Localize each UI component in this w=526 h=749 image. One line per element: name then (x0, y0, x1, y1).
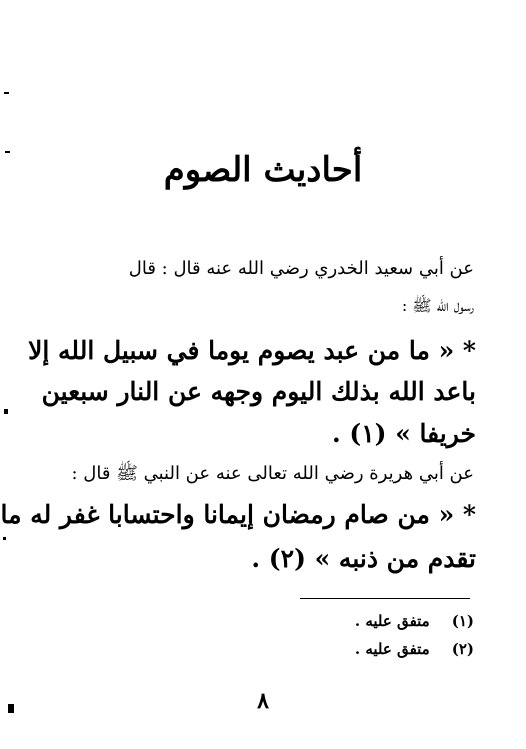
hadith-1-intro-continued: رسول الله ﷺ : (401, 296, 474, 315)
page-number: ٨ (257, 688, 269, 714)
scan-margin-mark (5, 151, 10, 153)
footnote-1-text: متفق عليه . (354, 612, 430, 630)
scan-margin-mark (4, 409, 8, 414)
hadith-2-text-line-1: * « من صام رمضان إيمانا واحتسابا غفر له ما (0, 500, 476, 529)
scan-margin-mark (4, 92, 9, 94)
page-title: أحاديث الصوم (163, 150, 363, 190)
hadith-1-intro: عن أبي سعيد الخدري رضي الله عنه قال : قال (128, 258, 474, 279)
footnote-2 (274, 640, 474, 658)
hadith-1-text-line-3: خريفا » (١) . (331, 419, 476, 448)
footnote-2-text: متفق عليه . (354, 640, 430, 658)
hadith-1-text-line-2: باعد الله بذلك اليوم وجهه عن النار سبعين (41, 377, 476, 406)
scan-margin-mark (8, 704, 14, 713)
hadith-2-intro: عن أبي هريرة رضي الله تعالى عنه عن النبي ﷺ قال : (71, 463, 474, 484)
footnote-divider (300, 598, 470, 599)
footnote-1-number: (١) (451, 612, 474, 630)
hadith-1-text-line-1: * « ما من عبد يصوم يوما في سبيل الله إلا (28, 336, 476, 365)
scan-margin-mark (3, 537, 6, 540)
footnote-1 (274, 612, 474, 630)
footnote-2-number: (٢) (451, 640, 474, 658)
hadith-2-text-line-2: تقدم من ذنبه » (٢) . (251, 544, 476, 573)
